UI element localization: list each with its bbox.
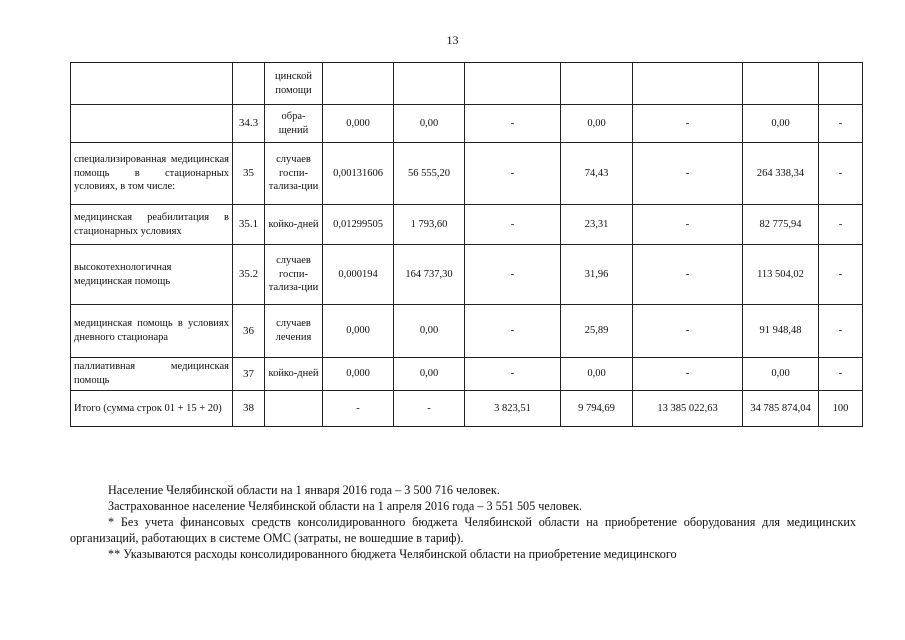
cell-value: - (394, 391, 465, 427)
row-line-number (233, 63, 265, 105)
cell-value (743, 63, 819, 105)
row-line-number: 36 (233, 305, 265, 358)
cell-value: 0,00 (394, 305, 465, 358)
cell-value: - (465, 105, 561, 143)
cell-value: 0,000 (323, 105, 394, 143)
row-unit: случаев госпи-тализа-ции (265, 143, 323, 205)
cell-value: - (465, 245, 561, 305)
cell-value: 0,00 (394, 105, 465, 143)
cell-value: 0,00 (561, 105, 633, 143)
table-row (71, 205, 863, 245)
cell-value: 74,43 (561, 143, 633, 205)
cell-value: 100 (819, 391, 863, 427)
cell-value (561, 63, 633, 105)
cell-value: 3 823,51 (465, 391, 561, 427)
table-row (71, 305, 863, 358)
cell-value: 0,00131606 (323, 143, 394, 205)
row-unit: цинской помощи (265, 63, 323, 105)
cell-value: 25,89 (561, 305, 633, 358)
cell-value: 91 948,48 (743, 305, 819, 358)
row-label: медицинская помощь в условиях дневного стационара (71, 305, 233, 358)
cell-value: 34 785 874,04 (743, 391, 819, 427)
cell-value: 56 555,20 (394, 143, 465, 205)
cell-value: - (819, 205, 863, 245)
cell-value: - (465, 143, 561, 205)
table-body (71, 63, 863, 427)
row-unit: койко-дней (265, 358, 323, 391)
cell-value: - (633, 105, 743, 143)
row-line-number: 37 (233, 358, 265, 391)
cell-value: - (819, 245, 863, 305)
row-unit: койко-дней (265, 205, 323, 245)
table-row (71, 63, 863, 105)
cell-value: 23,31 (561, 205, 633, 245)
row-unit (265, 391, 323, 427)
cell-value: 264 338,34 (743, 143, 819, 205)
cell-value (465, 63, 561, 105)
notes-block (70, 482, 856, 562)
table-row (71, 245, 863, 305)
cell-value (394, 63, 465, 105)
footnote-2: ** Указываются расходы консолидированного бюджета Челябинской области на приобретение медицинского (108, 547, 677, 561)
cell-value: 164 737,30 (394, 245, 465, 305)
row-label: паллиативная медицинская помощь (71, 358, 233, 391)
footnote-1: * Без учета финансовых средств консолидированного бюджета Челябинской области на приобретение оборудования для медицинских организаций, работающих в системе ОМС (затраты, не вошедшие в тариф). (70, 515, 856, 545)
cell-value: 0,00 (743, 358, 819, 391)
cell-value: 0,000 (323, 358, 394, 391)
cell-value: 0,000 (323, 305, 394, 358)
cell-value (819, 63, 863, 105)
row-unit: обра-щений (265, 105, 323, 143)
row-unit: случаев лечения (265, 305, 323, 358)
cell-value: 0,01299505 (323, 205, 394, 245)
cell-value (323, 63, 394, 105)
cell-value: - (633, 205, 743, 245)
insured-note: Застрахованное население Челябинской области на 1 апреля 2016 года – 3 551 505 человек. (108, 499, 583, 513)
cell-value: 0,00 (394, 358, 465, 391)
cell-value: 82 775,94 (743, 205, 819, 245)
table-row (71, 143, 863, 205)
row-label: высокотехнологичная медицинская помощь (71, 245, 233, 305)
row-label: Итого (сумма строк 01 + 15 + 20) (71, 391, 233, 427)
financing-table (70, 62, 863, 427)
row-label: специализированная медицинская помощь в стационарных условиях, в том числе: (71, 143, 233, 205)
cell-value: 31,96 (561, 245, 633, 305)
cell-value: - (819, 358, 863, 391)
row-line-number: 34.3 (233, 105, 265, 143)
cell-value: 1 793,60 (394, 205, 465, 245)
page-number: 13 (446, 33, 459, 47)
cell-value: - (465, 305, 561, 358)
cell-value: - (819, 143, 863, 205)
cell-value: - (819, 305, 863, 358)
table-row (71, 105, 863, 143)
cell-value: 0,00 (743, 105, 819, 143)
cell-value: - (633, 305, 743, 358)
cell-value: 0,000194 (323, 245, 394, 305)
cell-value: 9 794,69 (561, 391, 633, 427)
cell-value (633, 63, 743, 105)
table-row (71, 358, 863, 391)
cell-value: 13 385 022,63 (633, 391, 743, 427)
row-label (71, 105, 233, 143)
cell-value: - (633, 358, 743, 391)
cell-value: - (465, 205, 561, 245)
cell-value: - (465, 358, 561, 391)
cell-value: 113 504,02 (743, 245, 819, 305)
row-unit: случаев госпи-тализа-ции (265, 245, 323, 305)
table-row (71, 391, 863, 427)
row-label: медицинская реабилитация в стационарных условиях (71, 205, 233, 245)
population-note: Население Челябинской области на 1 января 2016 года – 3 500 716 человек. (108, 483, 500, 497)
row-line-number: 35.2 (233, 245, 265, 305)
row-line-number: 38 (233, 391, 265, 427)
cell-value: 0,00 (561, 358, 633, 391)
cell-value: - (633, 143, 743, 205)
cell-value: - (633, 245, 743, 305)
cell-value: - (819, 105, 863, 143)
row-line-number: 35.1 (233, 205, 265, 245)
row-label (71, 63, 233, 105)
row-line-number: 35 (233, 143, 265, 205)
cell-value: - (323, 391, 394, 427)
